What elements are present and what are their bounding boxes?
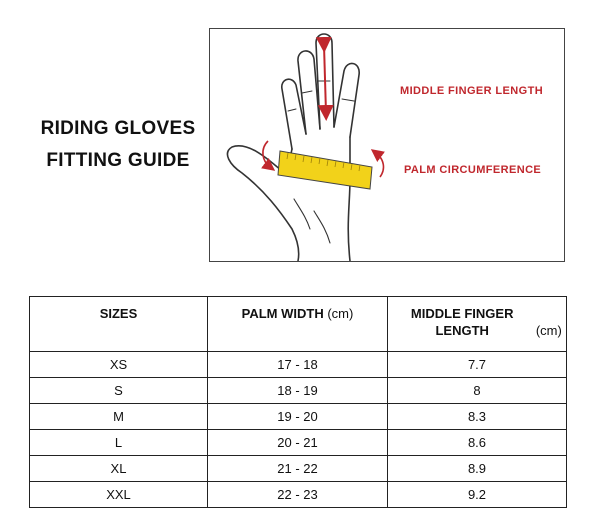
palm-circumference-label: PALM CIRCUMFERENCE bbox=[404, 164, 542, 176]
palm-width-cell: 19 - 20 bbox=[208, 404, 388, 430]
finger-length-cell: 9.2 bbox=[388, 482, 567, 508]
finger-length-arrow bbox=[324, 45, 326, 113]
size-cell: XL bbox=[30, 456, 208, 482]
finger-length-cell: 8 bbox=[388, 378, 567, 404]
hand-outline bbox=[227, 34, 359, 261]
finger-length-cell: 7.7 bbox=[388, 352, 567, 378]
palm-width-cell: 21 - 22 bbox=[208, 456, 388, 482]
palm-width-cell: 18 - 19 bbox=[208, 378, 388, 404]
table-row bbox=[30, 430, 567, 456]
header-sizes: SIZES bbox=[30, 297, 208, 352]
table-row bbox=[30, 404, 567, 430]
size-chart-table bbox=[29, 296, 567, 508]
palm-width-cell: 17 - 18 bbox=[208, 352, 388, 378]
table-row bbox=[30, 456, 567, 482]
finger-length-cell: 8.6 bbox=[388, 430, 567, 456]
middle-finger-length-label: MIDDLE FINGER LENGTH bbox=[400, 85, 544, 97]
table-row bbox=[30, 378, 567, 404]
size-cell: L bbox=[30, 430, 208, 456]
palm-curve-arrow-left bbox=[263, 141, 270, 167]
finger-length-cell: 8.3 bbox=[388, 404, 567, 430]
measuring-tape bbox=[278, 151, 372, 189]
header-middle-finger-length: MIDDLE FINGER LENGTH (cm) bbox=[388, 297, 567, 352]
hand-illustration bbox=[210, 29, 564, 261]
guide-title-line-2: FITTING GUIDE bbox=[46, 150, 190, 171]
size-cell: XS bbox=[30, 352, 208, 378]
palm-width-cell: 20 - 21 bbox=[208, 430, 388, 456]
table-header-row bbox=[30, 297, 567, 352]
table-row bbox=[30, 352, 567, 378]
hand-measurement-diagram bbox=[209, 28, 565, 262]
finger-length-cell: 8.9 bbox=[388, 456, 567, 482]
size-cell: XXL bbox=[30, 482, 208, 508]
size-cell: S bbox=[30, 378, 208, 404]
header-palm-width: PALM WIDTH (cm) bbox=[208, 297, 388, 352]
guide-title-line-1: RIDING GLOVES bbox=[40, 118, 196, 139]
size-cell: M bbox=[30, 404, 208, 430]
palm-width-cell: 22 - 23 bbox=[208, 482, 388, 508]
table-row bbox=[30, 482, 567, 508]
palm-curve-arrow-right bbox=[376, 153, 383, 177]
